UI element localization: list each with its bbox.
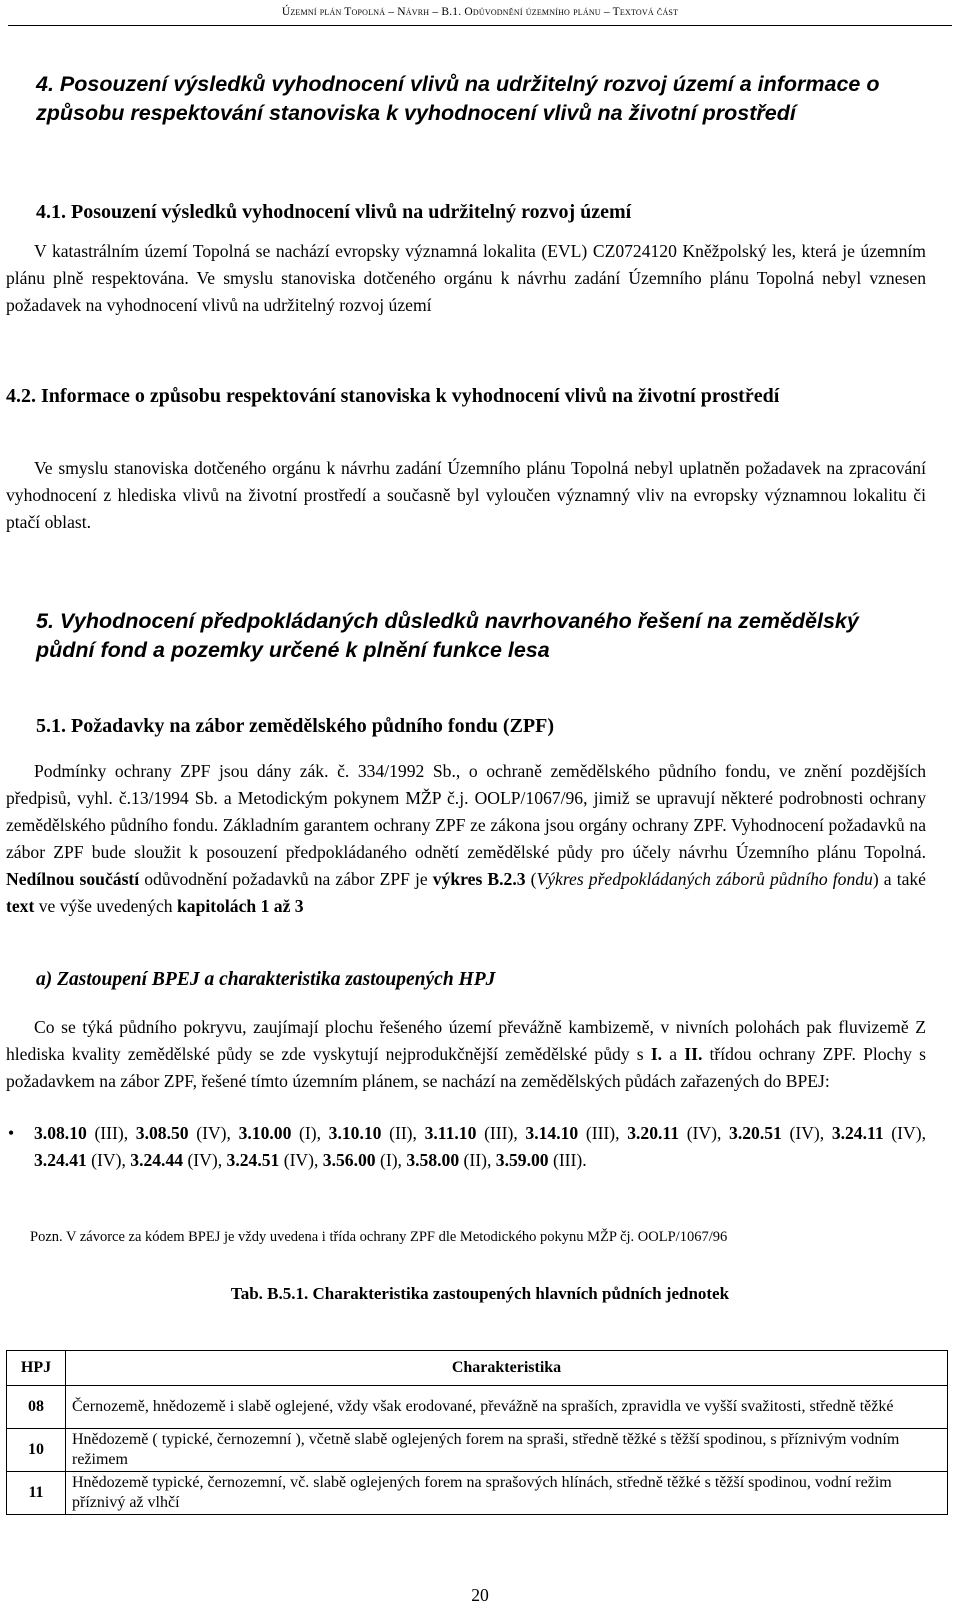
bpej-code: 3.14.10 xyxy=(525,1123,579,1143)
bpej-code: 3.24.11 xyxy=(831,1123,884,1143)
text-run: a xyxy=(662,1044,685,1064)
hpj-code: 08 xyxy=(7,1386,66,1429)
hpj-code: 11 xyxy=(7,1472,66,1515)
bold-run: text xyxy=(6,896,35,916)
text-run: odůvodnění požadavků na zábor ZPF je xyxy=(139,869,433,889)
section-5-1-paragraph xyxy=(6,758,926,920)
hpj-description: Hnědozemě typické, černozemní, vč. slabě oglejených forem na sprašových hlínách, středně těžké s těžší spodinou, vodní režim příznivý až vlhčí xyxy=(66,1472,948,1515)
subsection-a-heading: a) Zastoupení BPEJ a charakteristika zastoupených HPJ xyxy=(36,969,496,990)
header-hpj: HPJ xyxy=(7,1351,66,1386)
section-5-heading: 5. Vyhodnocení předpokládaných důsledků navrhovaného řešení na zemědělský půdní fond a pozemky určené k plnění funkce lesa xyxy=(36,609,859,662)
bpej-code: 3.20.11 xyxy=(627,1123,680,1143)
bold-run: výkres B.2.3 xyxy=(432,869,526,889)
header-charakteristika: Charakteristika xyxy=(66,1351,948,1386)
table-header-row xyxy=(7,1351,948,1386)
table-row xyxy=(7,1429,948,1472)
bpej-code: 3.08.50 xyxy=(135,1123,189,1143)
section-5-1-heading: 5.1. Požadavky na zábor zemědělského půdního fondu (ZPF) xyxy=(36,715,555,737)
text-run: Podmínky ochrany ZPF jsou dány zák. č. 334/1992 Sb., o ochraně zemědělského půdního fondu, ve znění pozdějších předpisů, vyhl. č.13/1994 Sb. a Metodickým pokynem MŽP č.j. OOLP/1067/96, jimiž se upravují některé podrobnosti ochrany zemědělského půdního fondu. Základním garantem ochrany ZPF ze zákona jsou orgány ochrany ZPF. Vyhodnocení požadavků na zábor ZPF bude sloužit k posouzení předpokládaného odnětí zemědělské půdy pro účely návrhu Územního plánu Topolná. xyxy=(6,761,926,862)
bold-run: Nedílnou součástí xyxy=(6,869,140,889)
section-4-2-paragraph xyxy=(6,455,926,536)
bpej-class: (IV), xyxy=(183,1150,227,1170)
bpej-code: 3.10.00 xyxy=(238,1123,292,1143)
bpej-class: (III), xyxy=(86,1123,136,1143)
bpej-code: 3.59.00 xyxy=(495,1150,549,1170)
bpej-class: (II), xyxy=(381,1123,425,1143)
bullet-icon: • xyxy=(8,1123,15,1143)
bpej-code: 3.24.41 xyxy=(34,1150,87,1170)
hpj-code: 10 xyxy=(7,1429,66,1472)
bold-run: I. xyxy=(650,1044,663,1064)
hpj-description: Černozemě, hnědozemě i slabě oglejené, vždy však erodované, převážně na spraších, zpravidla ve vyšší svažitosti, středně těžké xyxy=(66,1386,948,1429)
page-number: 20 xyxy=(471,1585,489,1605)
bpej-code: 3.10.10 xyxy=(328,1123,382,1143)
text-run: ( xyxy=(525,869,537,889)
bpej-class: (IV), xyxy=(781,1123,832,1143)
bpej-class: (IV), xyxy=(188,1123,239,1143)
bpej-list-text xyxy=(34,1120,926,1174)
bpej-class: (III), xyxy=(578,1123,628,1143)
bpej-code: 3.24.44 xyxy=(130,1150,184,1170)
bpej-class: (IV), xyxy=(679,1123,730,1143)
text-run: ) a také xyxy=(872,869,926,889)
section-4-1-paragraph xyxy=(6,238,926,319)
bpej-class: (IV), xyxy=(86,1150,131,1170)
section-4-1-text: V katastrálním území Topolná se nachází evropsky významná lokalita (EVL) CZ0724120 Kněžpolský les, která je územním plánu plně respektována. Ve smyslu stanoviska dotčeného orgánu k návrhu zadání Územního plánu Topolná nebyl vznesen požadavek na vyhodnocení vlivů na udržitelný rozvoj území xyxy=(6,241,926,315)
bpej-code: 3.20.51 xyxy=(729,1123,782,1143)
header-rule xyxy=(8,25,952,26)
table-caption: Tab. B.5.1. Charakteristika zastoupených hlavních půdních jednotek xyxy=(230,1284,730,1303)
bpej-class: (III). xyxy=(548,1150,587,1170)
section-4-heading: 4. Posouzení výsledků vyhodnocení vlivů na udržitelný rozvoj území a informace o způsobu respektování stanoviska k vyhodnocení vlivů na životní prostředí xyxy=(36,72,880,125)
bpej-code: 3.11.10 xyxy=(424,1123,477,1143)
table-row xyxy=(7,1472,948,1515)
italic-run: Výkres předpokládaných záborů půdního fondu xyxy=(536,869,873,889)
bpej-code: 3.24.51 xyxy=(226,1150,280,1170)
text-run: třídou ochrany ZPF. Plochy s požadavkem na zábor ZPF, řešené tímto územním plánem, se nachází na zemědělských půdách zařazených do BPEJ: xyxy=(6,1044,926,1091)
bpej-note: Pozn. V závorce za kódem BPEJ je vždy uvedena i třída ochrany ZPF dle Metodického pokynu MŽP čj. OOLP/1067/96 xyxy=(30,1229,728,1245)
section-4-1-heading: 4.1. Posouzení výsledků vyhodnocení vlivů na udržitelný rozvoj území xyxy=(36,201,632,223)
bold-run: kapitolách 1 až 3 xyxy=(177,896,304,916)
bpej-code: 3.58.00 xyxy=(406,1150,460,1170)
bpej-class: (I), xyxy=(291,1123,329,1143)
bold-run: II. xyxy=(684,1044,703,1064)
bpej-class: (III), xyxy=(476,1123,526,1143)
text-run: Co se týká půdního pokryvu, zaujímají plochu řešeného území převážně kambizemě, v nivních polohách pak fluvizemě Z hlediska kvality zemědělské půdy se zde vyskytují nejprodukčnější zemědělské půdy s xyxy=(6,1017,926,1064)
table-row xyxy=(7,1386,948,1429)
subsection-a-paragraph xyxy=(6,1014,926,1095)
running-header: Územní plán Topolná – Návrh – B.1. Odůvodnění územního plánu – Textová část xyxy=(281,6,679,18)
bpej-class: (II), xyxy=(459,1150,496,1170)
bpej-class: (I), xyxy=(375,1150,407,1170)
bpej-class: (IV), xyxy=(279,1150,323,1170)
section-4-2-text: Ve smyslu stanoviska dotčeného orgánu k návrhu zadání Územního plánu Topolná nebyl uplatněn požadavek na zpracování vyhodnocení z hlediska vlivů na životní prostředí a současně byl vyloučen významný vliv na evropsky významnou lokalitu či ptačí oblast. xyxy=(6,458,926,532)
section-4-2-heading: 4.2. Informace o způsobu respektování stanoviska k vyhodnocení vlivů na životní prostředí xyxy=(6,385,780,407)
hpj-description: Hnědozemě ( typické, černozemní ), včetně slabě oglejených forem na spraši, středně těžké s těžší spodinou, s příznivým vodním režimem xyxy=(66,1429,948,1472)
text-run: ve výše uvedených xyxy=(34,896,177,916)
bpej-code: 3.08.10 xyxy=(34,1123,87,1143)
bpej-class: (IV), xyxy=(883,1123,926,1143)
bpej-code: 3.56.00 xyxy=(322,1150,376,1170)
hpj-table xyxy=(6,1350,948,1515)
